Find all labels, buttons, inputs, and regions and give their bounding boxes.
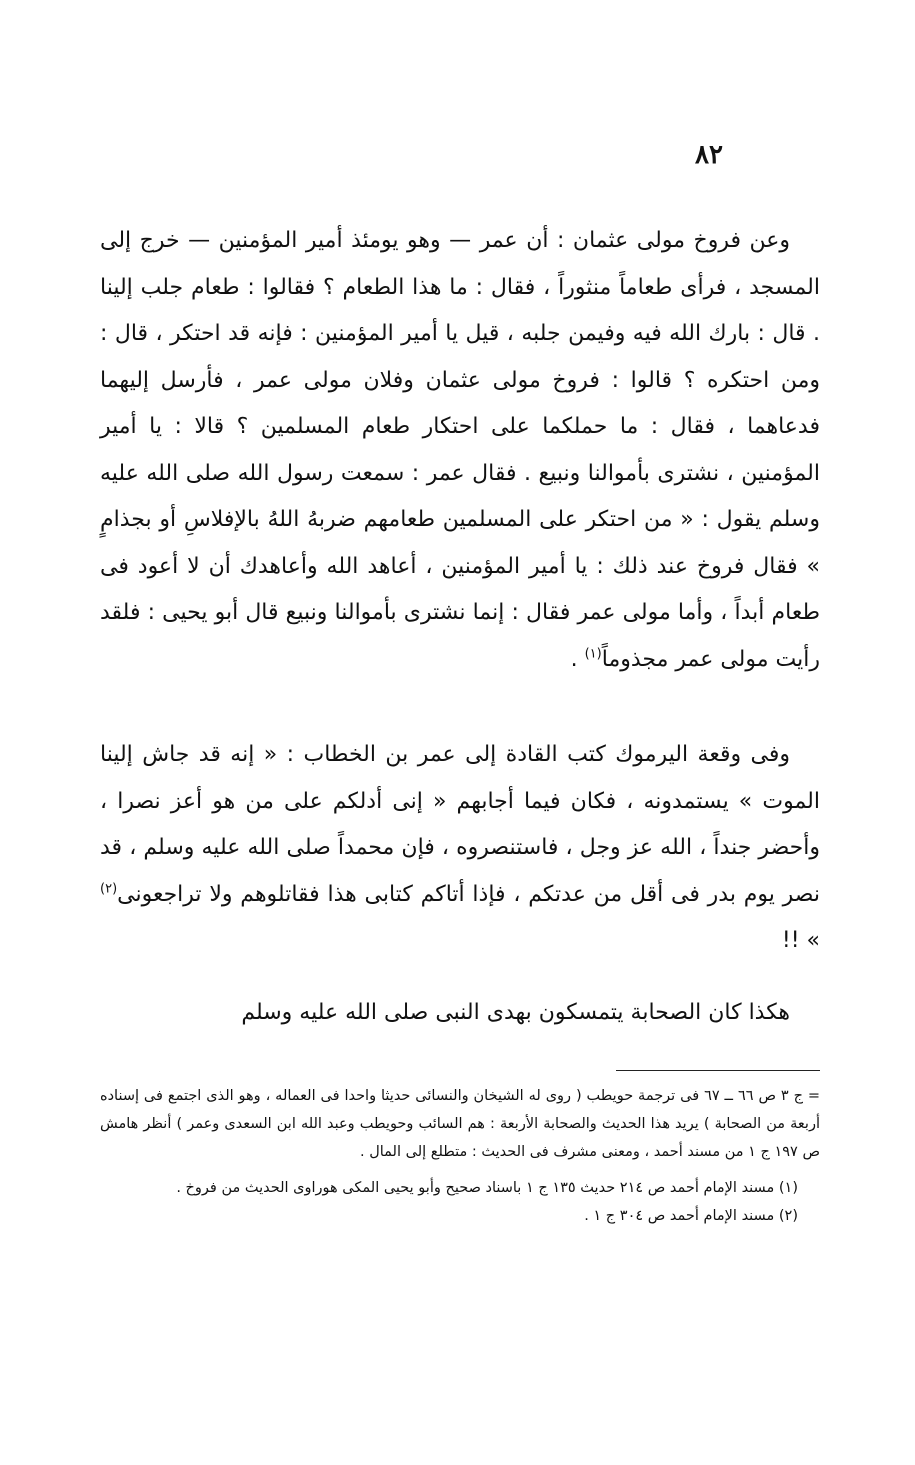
paragraph-yarmouk bbox=[100, 732, 820, 965]
footnotes bbox=[100, 1082, 820, 1230]
paragraph-text bbox=[100, 218, 820, 683]
footnote-separator bbox=[616, 1070, 820, 1071]
footnote-continuation: = ج ٣ ص ٦٦ ــ ٦٧ فى ترجمة حويطب ( روى له الشيخان والنسائى حديثا واحدا فى العماله ، وهو الذى اجتمع فى إسناده أربعة من الصحابة ) يريد هذا الحديث والصحابة الأربعة : هم السائب وحويطب وعبد الله ابن السعدى وعمر ) أنظر هامش ص ١٩٧ ج ١ من مسند أحمد ، ومعنى مشرف فى الحديث : متطلع إلى المال . bbox=[100, 1088, 821, 1160]
page-number: ٨٢ bbox=[695, 140, 723, 170]
footnote-ref-1: (١) bbox=[584, 646, 602, 662]
paragraph-text bbox=[100, 732, 820, 965]
footnote-ref-2: (٢) bbox=[100, 881, 118, 897]
paragraph-body: وعن فروخ مولى عثمان : أن عمر — وهو يومئذ أمير المؤمنين — خرج إلى المسجد ، فرأى طعاماً منثوراً ، فقال : ما هذا الطعام ؟ فقالوا : طعام جلب إلينا . قال : بارك الله فيه وفيمن جلبه ، قيل يا أمير المؤمنين : فإنه قد احتكر ، قال : ومن احتكره ؟ قالوا : فروخ مولى عثمان وفلان مولى عمر ، فأرسل إليهما فدعاهما ، فقال : ما حملكما على احتكار طعام المسلمين ؟ قالا : يا أمير المؤمنين ، نشترى بأموالنا ونبيع . فقال عمر : سمعت رسول الله صلى الله عليه وسلم يقول : « من احتكر على المسلمين طعامهم ضربهُ اللهُ بالإفلاسِ أو بجذامٍ » فقال فروخ عند ذلك : يا أمير المؤمنين ، أعاهد الله وأعاهدك أن لا أعود فى طعام أبداً ، وأما مولى عمر فقال : إنما نشترى بأموالنا ونبيع قال أبو يحيى : فلقد رأيت مولى عمر مجذوماً bbox=[100, 228, 820, 672]
paragraph-ending: » !! bbox=[781, 928, 820, 953]
paragraph-ending: . bbox=[570, 646, 585, 672]
footnote-1: (١) مسند الإمام أحمد ص ٢١٤ حديث ١٣٥ ج ١ باسناد صحيح وأبو يحيى المكى هوراوى الحديث من فروخ . bbox=[176, 1180, 798, 1196]
paragraph-companions bbox=[100, 990, 820, 1037]
paragraph-body: هكذا كان الصحابة يتمسكون بهدى النبى صلى الله عليه وسلم bbox=[241, 1000, 790, 1025]
paragraph-farrukh-hadith bbox=[100, 218, 820, 683]
footnote-2: (٢) مسند الإمام أحمد ص ٣٠٤ ج ١ . bbox=[584, 1208, 798, 1224]
paragraph-body: وفى وقعة اليرموك كتب القادة إلى عمر بن الخطاب : « إنه قد جاش إلينا الموت » يستمدونه ، فكان فيما أجابهم « إنى أدلكم على من هو أعز نصرا ، وأحضر جنداً ، الله عز وجل ، فاستنصروه ، فإن محمداً صلى الله عليه وسلم ، قد نصر يوم بدر فى أقل من عدتكم ، فإذا أتاكم كتابى هذا فقاتلوهم ولا تراجعونى bbox=[100, 742, 820, 907]
paragraph-text bbox=[100, 990, 820, 1037]
